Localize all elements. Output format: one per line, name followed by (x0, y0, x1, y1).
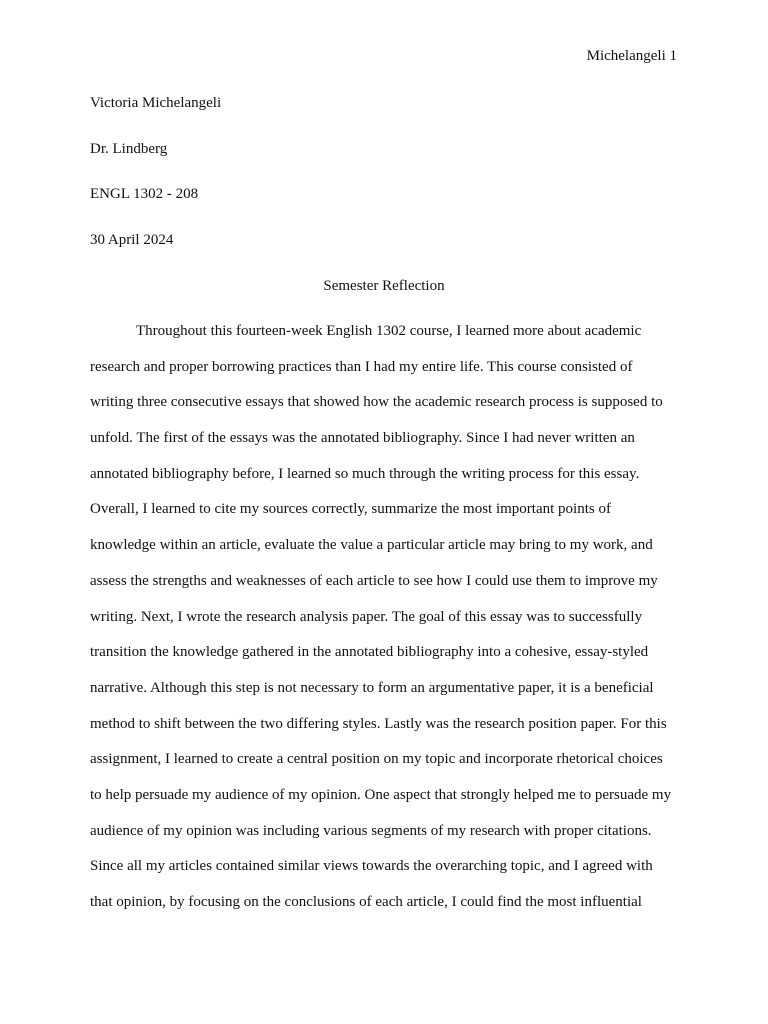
body-line: that opinion, by focusing on the conclusions of each article, I could find the most influential (90, 894, 642, 910)
essay-title: Semester Reflection (323, 278, 445, 294)
body-line: research and proper borrowing practices than I had my entire life. This course consisted of (90, 358, 633, 375)
running-head: Michelangeli 1 (586, 48, 677, 64)
essay-body (90, 321, 690, 928)
body-line: Throughout this fourteen-week English 1302 course, I learned more about academic (136, 323, 642, 339)
student-name: Victoria Michelangeli (90, 95, 222, 111)
body-line: narrative. Although this step is not necessary to form an argumentative paper, it is a beneficial (90, 679, 654, 696)
body-line: assignment, I learned to create a central position on my topic and incorporate rhetorical choices (90, 751, 663, 768)
body-line: annotated bibliography before, I learned so much through the writing process for this essay. (90, 465, 640, 482)
body-line: audience of my opinion was including various segments of my research with proper citations. (90, 822, 652, 839)
body-line: Overall, I learned to cite my sources correctly, summarize the most important points of (90, 501, 611, 518)
body-line: knowledge within an article, evaluate the value a particular article may bring to my work, and (90, 537, 653, 554)
body-line: Since all my articles contained similar views towards the overarching topic, and I agreed with (90, 858, 653, 875)
instructor-name: Dr. Lindberg (90, 140, 168, 157)
body-line: to help persuade my audience of my opinion. One aspect that strongly helped me to persuade my (90, 786, 672, 803)
body-line: writing. Next, I wrote the research analysis paper. The goal of this essay was to successfully (90, 608, 643, 625)
course-info: ENGL 1302 - 208 (90, 186, 199, 202)
body-line: method to shift between the two differing styles. Lastly was the research position paper. For this (90, 715, 667, 732)
body-line: unfold. The first of the essays was the annotated bibliography. Since I had never written an (90, 430, 635, 447)
mla-heading (90, 93, 680, 275)
body-line: assess the strengths and weaknesses of each article to see how I could use them to improve my (90, 572, 658, 589)
body-line: writing three consecutive essays that showed how the academic research process is supposed to (90, 394, 663, 411)
date: 30 April 2024 (90, 231, 174, 248)
body-line: transition the knowledge gathered in the annotated bibliography into a cohesive, essay-styled (90, 644, 649, 661)
